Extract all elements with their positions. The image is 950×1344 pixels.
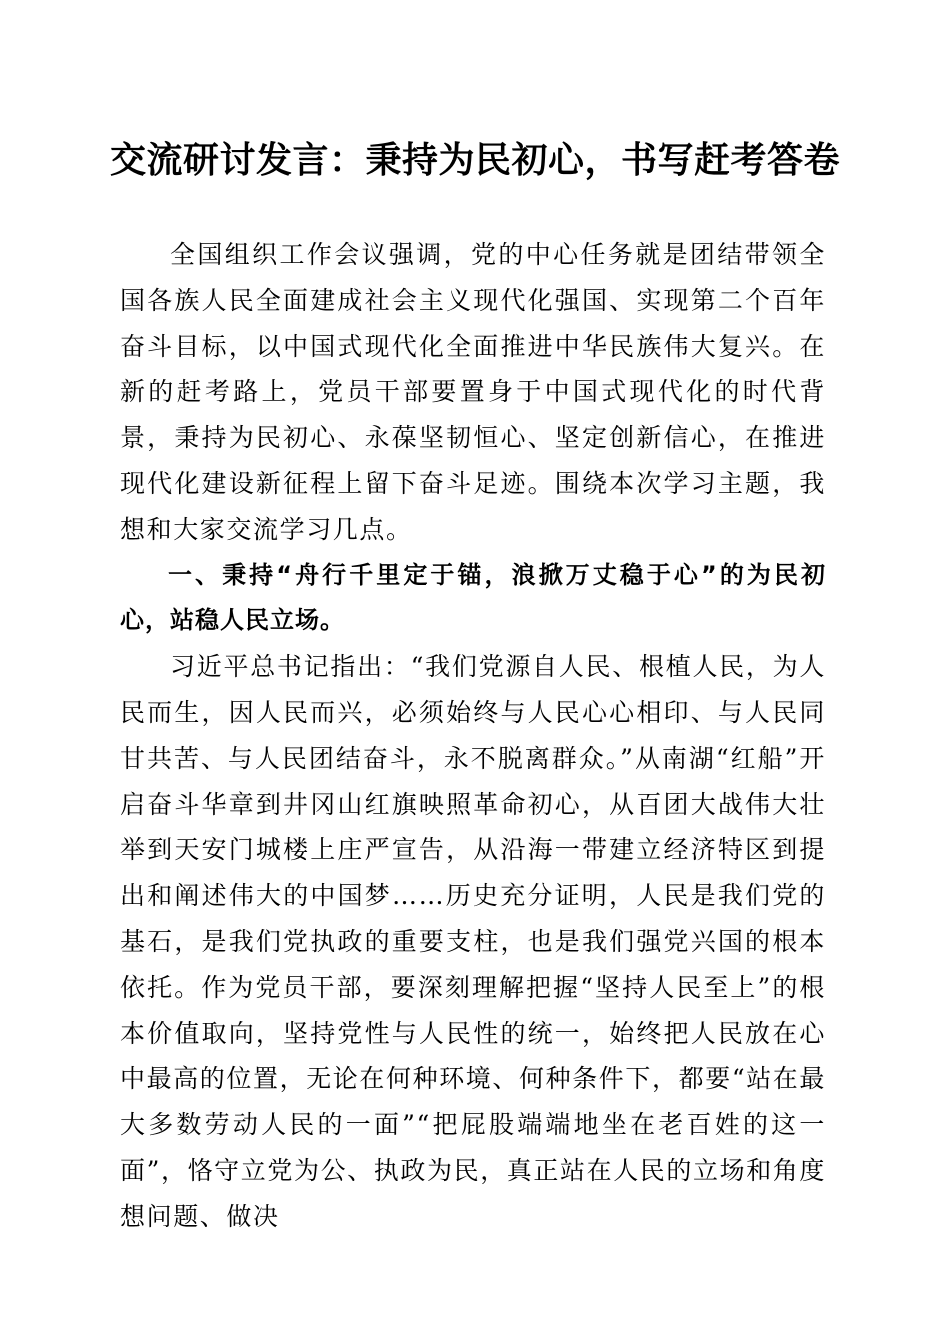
section-1-paragraph: 习近平总书记指出：“我们党源自人民、根植人民，为人民而生，因人民而兴，必须始终与人民心心相印、与人民同甘共苦、与人民团结奋斗，永不脱离群众。”从南湖“红船”开启奋斗华章到井冈山红旗映照革命初心，从百团大战伟大壮举到天安门城楼上庄严宣告，从沿海一带建立经济特区到提出和阐述伟大的中国梦……历史充分证明，人民是我们党的基石，是我们党执政的重要支柱，也是我们强党兴国的根本依托。作为党员干部，要深刻理解把握“坚持人民至上”的根本价值取向，坚持党性与人民性的统一，始终把人民放在心中最高的位置，无论在何种环境、何种条件下，都要“站在最大多数劳动人民的一面”“把屁股端端地坐在老百姓的这一面”，恪守立党为公、执政为民，真正站在人民的立场和角度想问题、做决 [120,652,826,1231]
document-title: 交流研讨发言：秉持为民初心，书写赶考答卷 [109,139,840,181]
section-1-heading: 一、秉持“舟行千里定于锚，浪掀万丈稳于心”的为民初心，站稳人民立场。 [120,560,826,635]
document-body [120,232,826,1240]
intro-paragraph: 全国组织工作会议强调，党的中心任务就是团结带领全国各族人民全面建成社会主义现代化强国、实现第二个百年奋斗目标，以中国式现代化全面推进中华民族伟大复兴。在新的赶考路上，党员干部要置身于中国式现代化的时代背景，秉持为民初心、永葆坚韧恒心、坚定创新信心，在推进现代化建设新征程上留下奋斗足迹。围绕本次学习主题，我想和大家交流学习几点。 [120,240,826,544]
